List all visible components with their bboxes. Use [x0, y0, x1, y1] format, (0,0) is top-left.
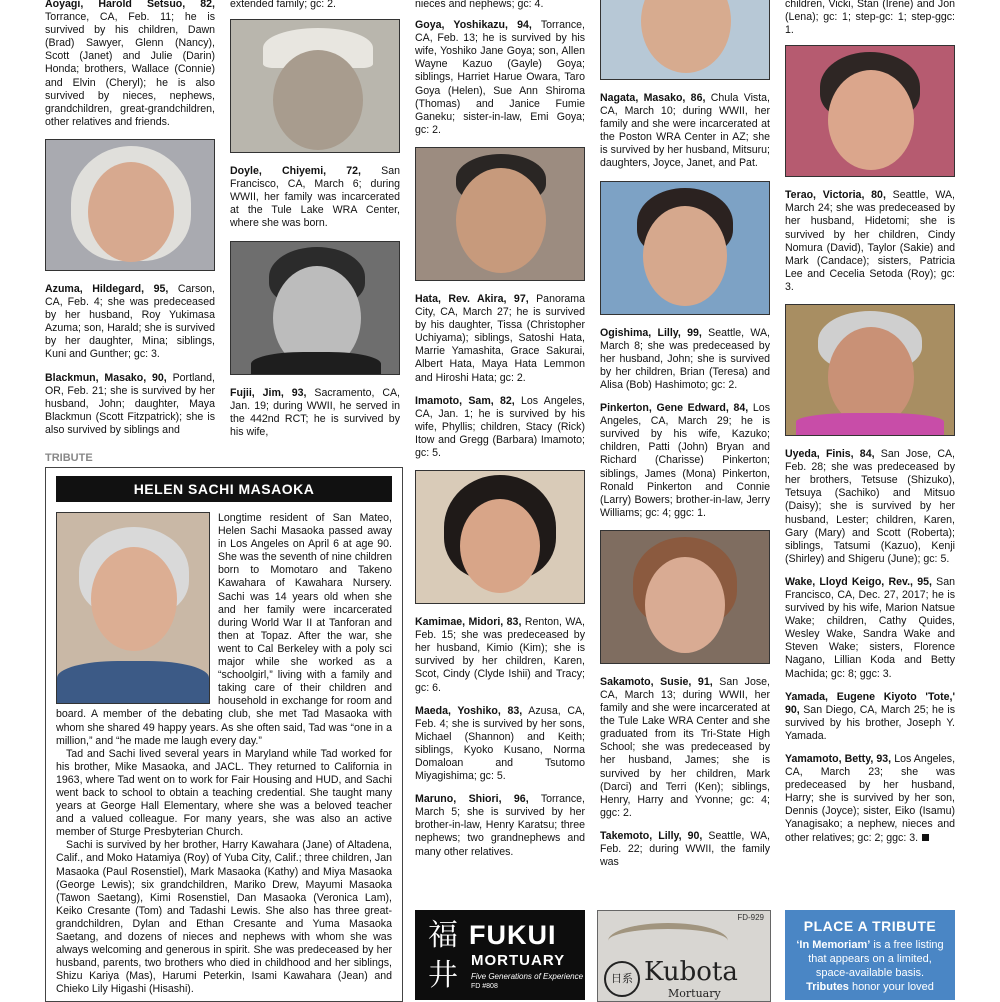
obit-photo-terao — [785, 45, 955, 177]
fukui-kanji: 福 井 — [428, 918, 458, 993]
obit-entry: Maeda, Yoshiko, 83, Azusa, CA, Feb. 4; she is survived by her sons, Michael (Shannon) and Keith; siblings, Kyoko Kusano, Norma Domaloan and Tsutomo Miyagishima; gc: 5. — [415, 704, 585, 783]
obit-column-3 — [415, 0, 585, 869]
fukui-tagline: Five Generations of Experience — [471, 972, 584, 981]
kubota-name: Kubota — [644, 957, 738, 987]
obit-column-4 — [600, 0, 770, 879]
obit-entry: Azuma, Hildegard, 95, Carson, CA, Feb. 4; she was predeceased by her husband, Roy Yukimasa Azuma; son, Harald; she is survived by her daughter, Mina; siblings, Kuni and Gunther; gc: 3. — [45, 282, 215, 361]
obit-entry: Yamamoto, Betty, 93, Los Angeles, CA, March 23; she was predeceased by her husband, Harry; she is survived by her son, Dennis (Joyce); sister, Eiko (Isamu) Yanagisako; a nephew, nieces and other relatives; gc: 2; ggc: 3. — [785, 753, 956, 844]
obit-entry: Pinkerton, Gene Edward, 84, Los Angeles, CA, March 29; he is survived by his wife, Kazuko; children, Patti (John) Bryan and Richard (Charisse) Pinkerton; siblings, James (Mona) Pinkerton, Ronald Pinkerton and Connie (Larry) Bowers; brother-in-law, Jerry Williams; gc: 4; ggc: 1. — [600, 402, 771, 519]
obit-entry: Kamimae, Midori, 83, Renton, WA, Feb. 15; she was predeceased by her husband, Kimio (Kim); she is survived by her children, Karen, Scot, Cindy (Clyde Ishii) and Tracy; gc: 6. — [415, 616, 585, 694]
place-a-tribute-box[interactable] — [785, 910, 955, 1000]
obit-entry: Takemoto, Lilly, 90, Seattle, WA, Feb. 22; during WWII, the family was — [600, 829, 770, 869]
obit-entry: Aoyagi, Harold Setsuo, 82, Torrance, CA, Feb. 11; he is survived by his children, Dawn (Brad) Sawyer, Glenn (Nancy), Scott (Janet) and Julie (Darin) Honda; brothers, Wallace (Connie) and Elvin (Cheryl); he is also survived by nieces, nephews, grandchildren, great-grandchildren, other relatives and friends. — [45, 0, 215, 128]
obit-entry: Doyle, Chiyemi, 72, San Francisco, CA, March 6; during WWII, her family was incarcerated at the Tule Lake WRA Center, where she was born. — [230, 165, 401, 230]
obit-column-5 — [785, 0, 955, 855]
tribute-section-label: TRIBUTE — [45, 452, 93, 464]
obit-entry: Sakamoto, Susie, 91, San Jose, CA, March 13; during WWII, her family and she were incarcerated at the Tule Lake WRA Center and she graduated from its Tri-State High School; she was predeceased by her husband, James; she is survived by her children, Mark (Darci) and Terri (Ken); siblings, Henry, Harry and Yvonne; gc: 4; ggc: 2. — [600, 675, 770, 819]
obit-entry: Blackmun, Masako, 90, Portland, OR, Feb. 21; she is survived by her husband, John; daughter, Maya Blackmun (Scott Fitzpatrick); she is also survived by siblings and — [45, 371, 215, 436]
tribute-photo — [56, 512, 210, 704]
tribute-title: HELEN SACHI MASAOKA — [56, 476, 392, 502]
fukui-mortuary-ad[interactable] — [415, 910, 585, 1000]
obit-continuation: children, Vicki, Stan (Irene) and Jon (Lena); gc: 1; step-gc: 1; step-ggc: 1. — [785, 0, 955, 37]
obit-photo-hata — [415, 147, 585, 281]
obit-entry: Terao, Victoria, 80, Seattle, WA, March 24; she was predeceased by her husband, Hidetomi; she is survived by her children, Cindy Nomura (David), Taylor (Sakie) and Mark (Candace); sisters, Patricia Lee and Cecelia Setoda (Roy); gc: 3. — [785, 189, 955, 293]
kubota-sub: Mortuary — [668, 987, 721, 1000]
tribute-box — [45, 467, 403, 1002]
obit-photo-sakamoto — [600, 530, 770, 664]
obit-continuation: nieces and nephews; gc: 4. — [415, 0, 544, 10]
obit-photo-azuma — [45, 139, 215, 271]
obit-column-1 — [45, 0, 215, 447]
obit-photo-uyeda — [785, 304, 955, 436]
obit-photo-nagata — [600, 0, 770, 80]
obit-entry: Ogishima, Lilly, 99, Seattle, WA, March 8; she was predeceased by her husband, John; she is survived by her children, Brian (Teresa) and Alisa (Bob) Hashimoto; gc: 2. — [600, 326, 770, 391]
obit-entry: Imamoto, Sam, 82, Los Angeles, CA, Jan. 1; he is survived by his wife, Phyllis; children, Stacy (Rick) Itow and Gregg (Barbara) Imamoto; gc: 5. — [415, 394, 585, 459]
kubota-bridge-image — [608, 923, 728, 959]
kubota-mortuary-ad[interactable] — [597, 910, 771, 1002]
obit-column-2 — [230, 0, 400, 449]
obit-entry: Yamada, Eugene Kiyoto 'Tote,' 90, San Diego, CA, March 25; he is survived by his brother, Joseph Y. Yamada. — [785, 690, 955, 742]
obit-entry: Goya, Yoshikazu, 94, Torrance, CA, Feb. 13; he is survived by his wife, Yoshiko Jane Goya; son, Allen Wayne Kazuo (Gayle) Goya; siblings, Harriet Harue Owara, Taro Goya (Helen), Sue Ann Shiroma (Thomas) and Janice Fumie Ganeku; sister-in-law, Emi Goya; gc: 2. — [415, 19, 585, 136]
obit-entry: Uyeda, Finis, 84, San Jose, CA, Feb. 28; she was predeceased by her brothers, Tetsuse (Shizuko), Tetsuya (Sachiko) and Mitsuo (Daisy); she is survived by her husband, Lester; children, Karen, Gary (Mary) and Scott (Roberta); siblings, Tatsumi (Kazuo), Kenji (Shirley) and Shigeru (June); gc: 5. — [785, 448, 955, 565]
kubota-fd: FD-929 — [737, 913, 764, 922]
kubota-seal-icon: 日系 — [604, 961, 640, 997]
obit-entry: Nagata, Masako, 86, Chula Vista, CA, March 10; during WWII, her family and she were incarcerated at the Poston WRA Center in AZ; she is survived by her husband, Mitsuru; daughters, Joyce, Janet, and Pat. — [600, 92, 770, 170]
tribute-body — [56, 512, 392, 996]
obit-continuation: extended family; gc: 2. — [230, 0, 336, 10]
tribute-paragraph: Sachi is survived by her brother, Harry Kawahara (Jane) of Altadena, Calif., and Moko Hatamiya (Roy) of Yuba City, Calif.; three children, Jan Masaoka (Paul Rosenstiel), Mark Masaoka (Kathy) and Miya Masaoka (George Lewis); six grandchildren, Mariko Drew, Mayumi Masaoka (Tawon Saetang), Kimi Rosenstiel, Dan Masaoka (Veronica Lam), Keiko Cresante (Tom) and Tadashi Lewis. She also has three great-grandchildren, Dylan and Ethan Cresante and Yuma Masaoka Saetang, and dozens of nieces and nephews with whom she was always welcoming and generous in spirit. She was predeceased by her husband, parents, two brothers who died in childhood and her siblings, Shizu Kariya (Mas), Harumi Peterkin, Isami Kawahara (Jean) and Chieko Lily Higashi (Hisashi). — [56, 839, 392, 996]
place-tribute-text: ‘In Memoriam’ is a free listing that appears on a limited, space-available basis. Tributes honor your loved — [796, 939, 944, 993]
obit-photo-kamimae — [415, 470, 585, 604]
fukui-sub: MORTUARY — [471, 952, 566, 969]
obit-photo-fujii — [230, 241, 400, 375]
place-tribute-title: PLACE A TRIBUTE — [803, 918, 937, 934]
fukui-name: FUKUI — [469, 920, 557, 950]
obit-entry: Fujii, Jim, 93, Sacramento, CA, Jan. 19; during WWII, he served in the 442nd RCT; he is survived by his wife, — [230, 386, 401, 438]
obit-entry: Hata, Rev. Akira, 97, Panorama City, CA, March 27; he is survived by his daughter, Tissa (Christopher Uchiyama); siblings, Satoshi Hata, Marrie Yamashita, Grace Sakurai, Albert Hata, Maya Hata Lemmon and Hiroshi Hata; gc: 2. — [415, 292, 585, 384]
obit-photo-doyle — [230, 19, 400, 153]
tribute-paragraph: Longtime resident of San Mateo, Helen Sachi Masaoka passed away in Los Angeles on April 6 at age 90. She was the seventh of nine children born to Momotaro and Takeno Kawahara of Kawahara Nursery. Sachi was 14 years old when she and her family were incarcerated during World War II at Tanforan and then at Topaz. After the war, she went to Cal Berkeley with a poly sci major while she worked as a “schoolgirl,” living with a family and taking care of their children and household in exchange for room and board. A member of the debating club, she met Tad Masaoka with whom she shared 49 happy years. As she often said, Tad was “one in a million,” and “he made me laugh every day.” — [56, 512, 392, 747]
end-of-section-mark — [922, 834, 929, 841]
obit-entry: Maruno, Shiori, 96, Torrance, March 5; she is survived by her brother-in-law, Henry Karatsu; three nephews; two grandnephews and many other relatives. — [415, 793, 585, 858]
obit-photo-ogishima — [600, 181, 770, 315]
tribute-paragraph: Tad and Sachi lived several years in Maryland while Tad worked for his brother, Mike Masaoka, and JACL. They returned to California in 1963, where Tad went on to work for Fair Housing and HUD, and Sachi went back to school to obtain a teaching credential. She taught many years at George Hall Elementary, where she was a beloved teacher and a valued colleague. For many years, she was also an active member of Sturge Presbyterian Church. — [56, 747, 392, 839]
fukui-fd: FD #808 — [471, 983, 498, 990]
obit-entry: Wake, Lloyd Keigo, Rev., 95, San Francisco, CA, Dec. 27, 2017; he is survived by his wife, Marion Natsue Wake; children, Cathy Quides, Wesley Wake, Sandra Wake and Steven Wake; sisters, Florence Nagano, Lillian Koda and Betty Machida; gc: 8; ggc: 3. — [785, 575, 955, 680]
